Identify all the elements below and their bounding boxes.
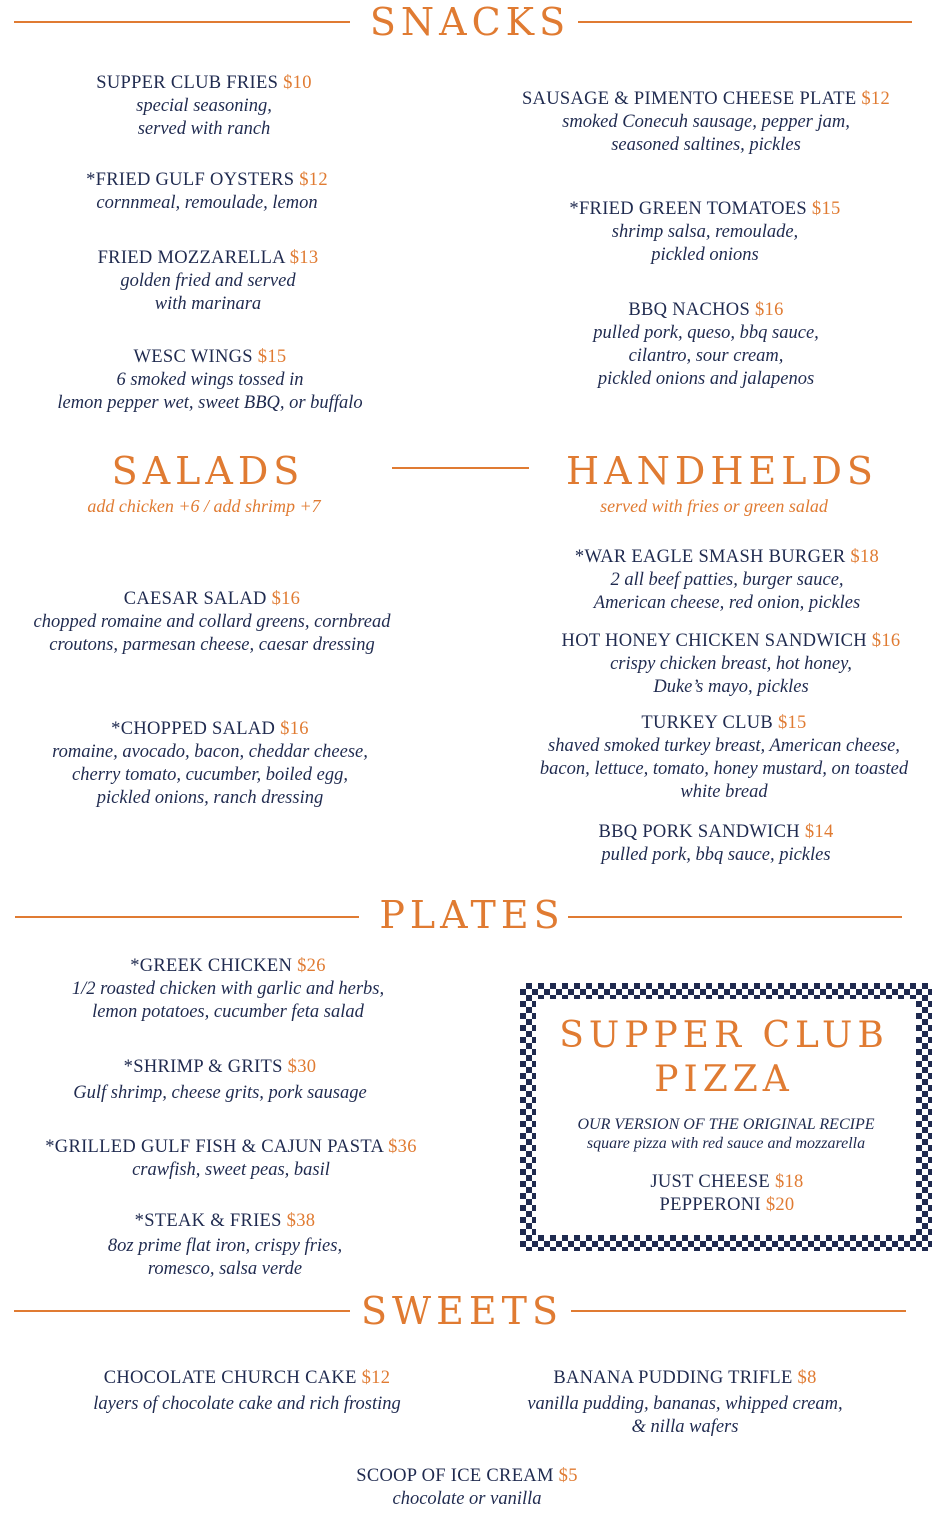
divider-rule <box>578 21 912 23</box>
menu-item: BANANA PUDDING TRIFLE $8 vanilla pudding, bananas, whipped cream, & nilla wafers <box>527 1368 843 1437</box>
menu-item: *SHRIMP & GRITS $30 Gulf shrimp, cheese grits, pork sausage <box>73 1057 367 1103</box>
menu-item: *CHOPPED SALAD $16 romaine, avocado, bacon, cheddar cheese, cherry tomato, cucumber, boiled egg, pickled onions, ranch dressing <box>52 719 368 808</box>
section-title-handhelds: HANDHELDS <box>566 449 878 493</box>
menu-item: *FRIED GULF OYSTERS $12 cornnmeal, remoulade, lemon <box>86 170 328 213</box>
pizza-subtitle: square pizza with red sauce and mozzarella <box>586 1135 866 1152</box>
menu-item: BBQ NACHOS $16 pulled pork, queso, bbq sauce, cilantro, sour cream, pickled onions and jalapenos <box>593 300 819 389</box>
pizza-title: SUPPER CLUB <box>559 1015 889 1056</box>
menu-item: CHOCOLATE CHURCH CAKE $12 layers of chocolate cake and rich frosting <box>93 1368 401 1414</box>
menu-item: FRIED MOZZARELLA $13 golden fried and served with marinara <box>97 248 319 314</box>
menu-item: HOT HONEY CHICKEN SANDWICH $16 crispy chicken breast, hot honey, Duke’s mayo, pickles <box>561 631 901 697</box>
menu-item: CAESAR SALAD $16 chopped romaine and collard greens, cornbread croutons, parmesan cheese, caesar dressing <box>33 589 391 655</box>
pizza-subtitle: OUR VERSION OF THE ORIGINAL RECIPE <box>577 1116 875 1133</box>
menu-item: *WAR EAGLE SMASH BURGER $18 2 all beef patties, burger sauce, American cheese, red onion, pickles <box>574 547 880 613</box>
menu-item: WESC WINGS $15 6 smoked wings tossed in lemon pepper wet, sweet BBQ, or buffalo <box>57 347 363 413</box>
divider-rule <box>392 467 529 469</box>
menu-item: SAUSAGE & PIMENTO CHEESE PLATE $12 smoked Conecuh sausage, pepper jam, seasoned saltines, pickles <box>521 89 891 155</box>
menu-item: *FRIED GREEN TOMATOES $15 shrimp salsa, remoulade, pickled onions <box>569 199 841 265</box>
menu-item: *GREEK CHICKEN $26 1/2 roasted chicken with garlic and herbs, lemon potatoes, cucumber feta salad <box>71 956 385 1022</box>
salads-subtitle: add chicken +6 / add shrimp +7 <box>87 496 321 516</box>
handhelds-subtitle: served with fries or green salad <box>600 496 828 516</box>
menu-item: TURKEY CLUB $15 shaved smoked turkey breast, American cheese, bacon, lettuce, tomato, honey mustard, on toasted white bread <box>539 713 909 802</box>
menu-item: PEPPERONI $20 <box>659 1195 795 1215</box>
menu-item: JUST CHEESE $18 <box>650 1172 804 1192</box>
menu-item: *STEAK & FRIES $38 8oz prime flat iron, crispy fries, romesco, salsa verde <box>107 1211 343 1279</box>
menu-item: SCOOP OF ICE CREAM $5 chocolate or vanilla <box>356 1466 578 1509</box>
section-title-sweets: SWEETS <box>361 1289 563 1333</box>
section-title-salads: SALADS <box>111 449 305 493</box>
divider-rule <box>568 916 902 918</box>
menu-item: *GRILLED GULF FISH & CAJUN PASTA $36 crawfish, sweet peas, basil <box>45 1137 417 1180</box>
menu-item: BBQ PORK SANDWICH $14 pulled pork, bbq sauce, pickles <box>598 822 834 865</box>
divider-rule <box>14 21 350 23</box>
divider-rule <box>15 916 359 918</box>
divider-rule <box>571 1310 906 1312</box>
menu-item: SUPPER CLUB FRIES $10 special seasoning, served with ranch <box>96 73 312 139</box>
pizza-title: PIZZA <box>654 1059 794 1100</box>
section-title-snacks: SNACKS <box>369 0 571 44</box>
divider-rule <box>14 1310 350 1312</box>
section-title-plates: PLATES <box>379 893 565 937</box>
